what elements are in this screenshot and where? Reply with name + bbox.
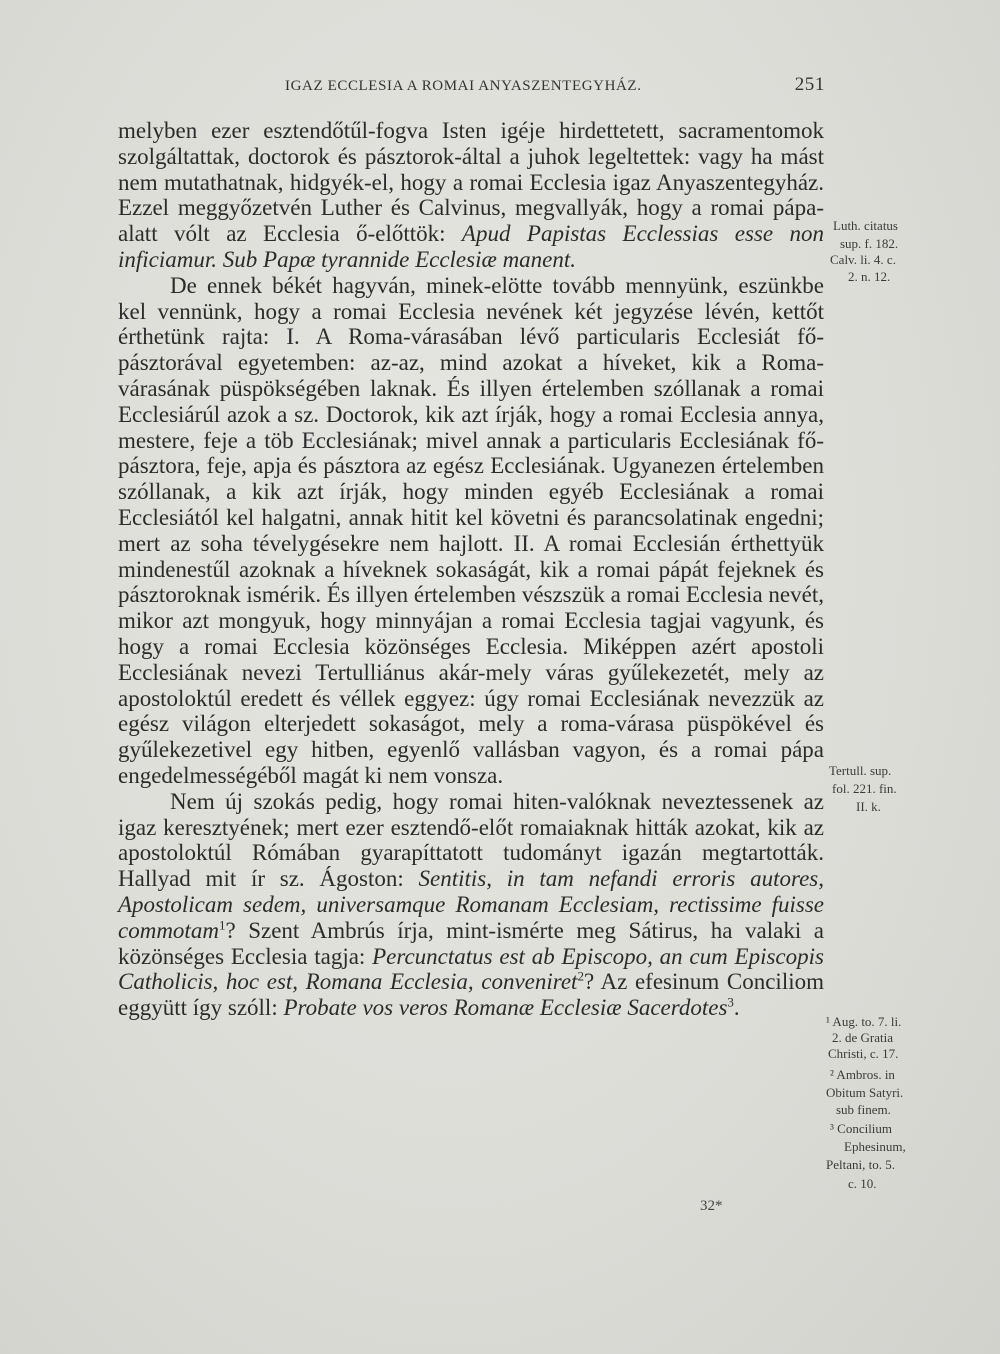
note-concil-2: Ephesinum, (844, 1139, 906, 1154)
para3-text-3: ? Az efesinum Conciliom eggyütt így szóll: (118, 969, 824, 1021)
para1-text: melyben ezer esztendőtűl-fogva Isten igéje hirdettetett, sacramentomok szolgáltattak, doctorok és pásztorok-által a juhok legeltettek: vagy ha mást nem mutathatnak, hidgyék-el, hogy a romai Ecclesia igaz Anyaszentegyház. Ezzel meggyőzetvén Luther és Calvinus, megvallyák, hogy a romai pápa-alatt vólt az Ecclesia ő-előttök: (118, 118, 824, 247)
note-tertull-2: fol. 221. fin. (832, 781, 897, 796)
note-ambros-1: ² Ambros. in (830, 1067, 895, 1082)
note-calvin-2: 2. n. 12. (848, 269, 891, 284)
main-text (118, 118, 824, 1021)
para2-text: De ennek békét hagyván, minek-elötte tovább mennyünk, eszünkbe kel vennünk, hogy a romai Ecclesia nevének két jegyzése lévén, kettőt érthetünk rajta: I. A Roma-várasában lévő particularis Ecclesiát fő-pásztorával egyetemben: az-az, mind azokat a híveket, kik a Roma-várasának püspökségében laknak. És illyen értelemben szóllanak a romai Ecclesiárúl azok a sz. Doctorok, kik azt írják, hogy a romai Ecclesia annya, mestere, feje a töb Ecclesiának; mivel annak a particularis Ecclesiának fő-pásztora, feje, apja és pásztora az egész Ecclesiának. Ugyanezen értelemben szóllanak, a kik azt írják, hogy minden egyéb Ecclesiának a romai Ecclesiától kel halgatni, annak hitit kel követni és parancsolatinak engedni; mert az soha tévelygésekre nem hajlott. II. A romai Ecclesián érthettyük mindenestűl azoknak a híveknek sokaságát, kik a romai pápát fejeknek és pásztoroknak ismérik. És illyen értelemben vészszük a romai Ecclesia nevét, mikor azt mongyuk, hogy minnyájan a romai Ecclesia tagjai vagyunk, és hogy a romai Ecclesia közönséges Ecclesia. Miképpen azért apostoli Ecclesiának nevezi Tertulliánus akár-mely váras gyűlekezetét, mely az apostoloktúl eredett és véllek eggyez: úgy romai Ecclesiának nevezzük az egész világon elterjedett sokaságot, mely a roma-várasa püspökével és gyűlekezetivel egy hitben, egyenlő vallásban vagyon, és a romai pápa engedelmességéből magát ki nem vonsza. (118, 272, 824, 788)
note-aug-1: ¹ Aug. to. 7. li. (826, 1014, 902, 1029)
paragraph-1 (118, 118, 824, 273)
running-title: IGAZ ECCLESIA A ROMAI ANYASZENTEGYHÁZ. (285, 78, 642, 94)
para3-text-1: Nem új szokás pedig, hogy romai hiten-valóknak neveztessenek az igaz keresztyének; mert ezer esztendő-előt romaiaknak hitták azokat, kik az apostoloktúl Rómában gyarapíttatott tudományt igazán megtartották. Hallyad mit ír sz. Ágoston: (118, 788, 824, 892)
augustine-quote: Sentitis, in tam nefandi erroris autores, Apostolicam sedem, universamque Romanam Ecclesiam, rectissime fuisse commotam (118, 866, 825, 943)
paragraph-2 (118, 273, 824, 789)
note-luther-2: sup. f. 182. (840, 236, 899, 251)
paragraph-3 (118, 789, 824, 1021)
signature-mark: 32* (700, 1198, 723, 1214)
para3-text-4: . (733, 995, 740, 1021)
footnote-ref-2: 2 (577, 968, 584, 984)
note-ambros-2: Obitum Satyri. (826, 1085, 904, 1100)
note-tertull-1: Tertull. sup. (829, 763, 892, 778)
note-calvin-1: Calv. li. 4. c. (830, 252, 896, 267)
ambrose-quote: Percunctatus est ab Episcopo, an cum Episcopis Catholicis, hoc est, Romana Ecclesia, conveniret (118, 943, 824, 995)
page-number: 251 (794, 74, 825, 95)
margin-notes (826, 0, 1000, 1354)
note-luther-1: Luth. citatus (833, 218, 898, 233)
note-aug-2: 2. de Gratia (832, 1030, 894, 1045)
council-quote: Probate vos veros Romanæ Ecclesiæ Sacerdotes (283, 995, 728, 1021)
footnote-ref-1: 1 (218, 917, 226, 933)
footnote-ref-3: 3 (727, 994, 734, 1010)
para1-latin-quote: Apud Papistas Ecclessias esse non inficiamur. Sub Papæ tyrannide Ecclesiæ manent. (118, 221, 825, 272)
note-ambros-3: sub finem. (836, 1102, 891, 1117)
note-aug-3: Christi, c. 17. (828, 1046, 899, 1061)
note-concil-3: Peltani, to. 5. (826, 1157, 895, 1172)
running-header (285, 74, 825, 104)
para3-text-2: ? Szent Ambrús írja, mint-ismérte meg Sátirus, ha valaki a közönséges Ecclesia tagja: (118, 917, 824, 969)
note-concil-1: ³ Concilium (830, 1121, 893, 1136)
note-tertull-3: II. k. (856, 799, 881, 814)
note-concil-4: c. 10. (848, 1176, 877, 1191)
